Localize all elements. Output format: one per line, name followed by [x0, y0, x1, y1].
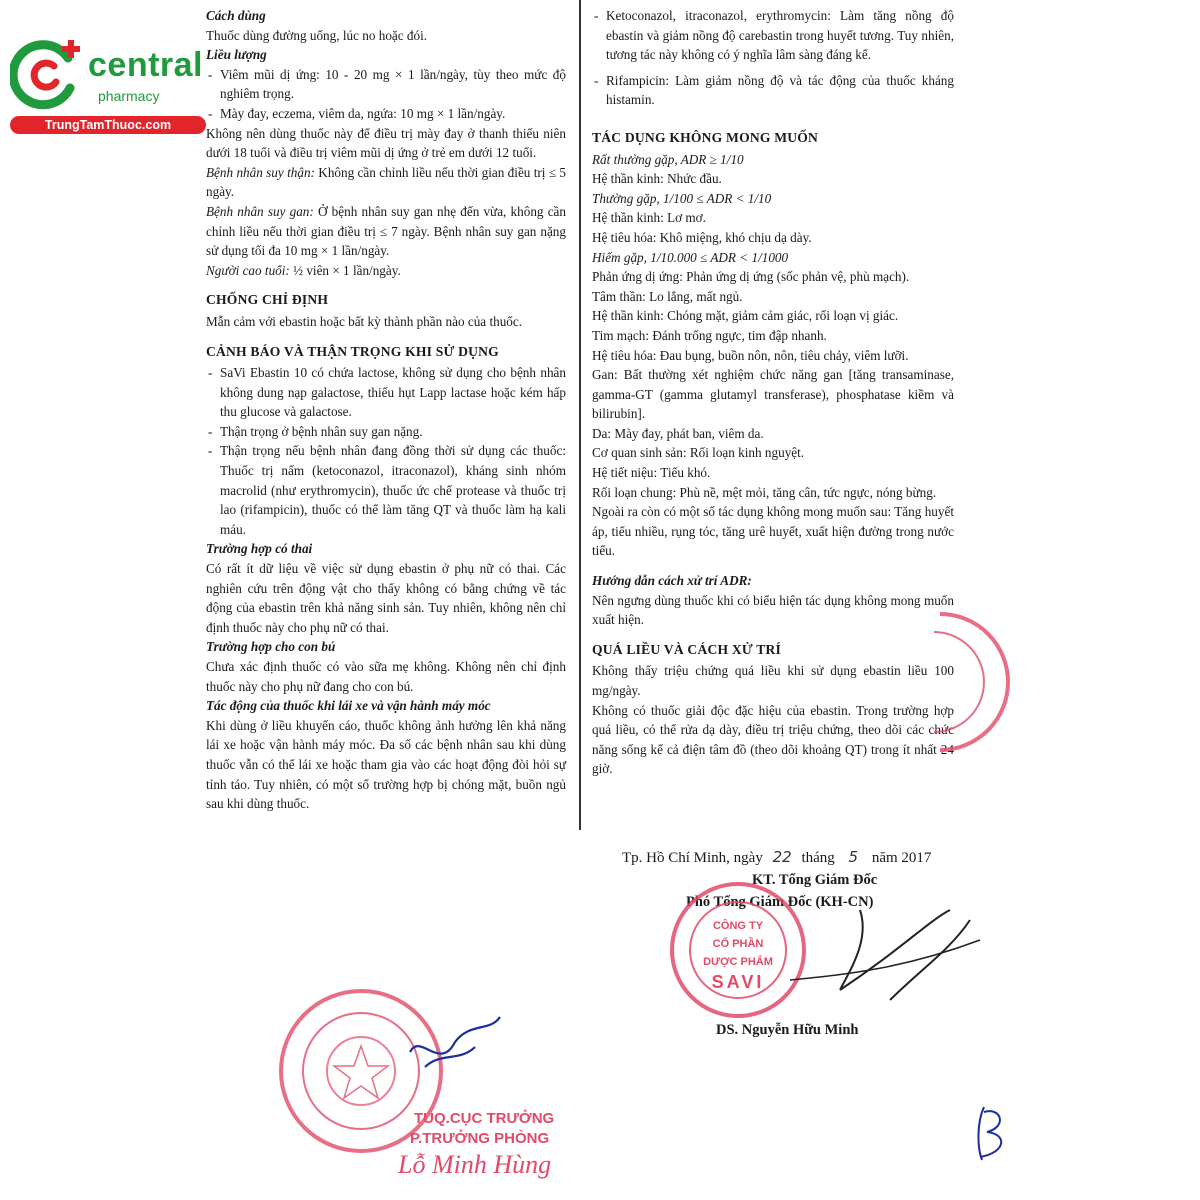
list-item: - Thận trọng ở bệnh nhân suy gan nặng.: [206, 422, 566, 442]
stamp-line-2: CỔ PHẦN: [712, 938, 764, 950]
canh-bao-title: CẢNH BÁO VÀ THẬN TRỌNG KHI SỬ DỤNG: [206, 343, 499, 359]
adr-list: [592, 150, 954, 561]
adr-line: Ngoài ra còn có một số tác dụng không mong muốn sau: Tăng huyết áp, tiểu nhiều, rụng tóc, tăng urê huyết, xuất hiện đường trong nước tiểu.: [592, 504, 954, 559]
cao-tuoi-label: Người cao tuổi:: [206, 262, 290, 278]
date-prefix: Tp. Hồ Chí Minh, ngày: [622, 850, 763, 866]
adr-line: Da: Mày đay, phát ban, viêm da.: [592, 425, 764, 441]
suy-than-label: Bệnh nhân suy thận:: [206, 164, 315, 180]
adr-line: Gan: Bất thường xét nghiệm chức năng gan [tăng transaminase, gamma-GT (gamma glutamyl transferase), phosphatase kiềm và bilirubin].: [592, 367, 954, 422]
ministry-signer-name: Lỗ Minh Hùng: [398, 1150, 552, 1179]
ministry-line-1: TUQ.CỤC TRƯỞNG: [414, 1110, 555, 1127]
cach-dung-title: Cách dùng: [206, 8, 266, 23]
logo-subtitle: pharmacy: [98, 88, 160, 104]
logo-brand: central: [88, 46, 203, 84]
adr-line: Rất thường gặp, ADR ≥ 1/10: [592, 151, 744, 167]
signer-name: DS. Nguyễn Hữu Minh: [716, 1022, 859, 1038]
co-thai-text: Có rất ít dữ liệu về việc sử dụng ebastin ở phụ nữ có thai. Các nghiên cứu trên động vật cho thấy không có bằng chứng về tác động của ebastin trên khả năng sinh sản. Tuy nhiên, không nên chỉ định thuốc này cho phụ nữ có thai.: [206, 561, 566, 635]
suy-than-text: Không cần chỉnh liều nếu thời gian điều trị ≤ 5 ngày.: [206, 164, 567, 200]
suy-gan-paragraph: [206, 202, 566, 261]
interaction-list: [592, 6, 954, 110]
adr-line: Hiếm gặp, 1/10.000 ≤ ADR < 1/1000: [592, 249, 789, 265]
lieu-luong-list: [206, 65, 566, 124]
stamp-line-1: CÔNG TY: [712, 920, 764, 932]
cho-con-bu-title: Trường hợp cho con bú: [206, 639, 336, 655]
list-item: - Rifampicin: Làm giảm nồng độ và tác động của thuốc kháng histamin.: [592, 71, 954, 110]
adr-line: Phản ứng dị ứng: Phản ứng dị ứng (sốc phản vệ, phù mạch).: [592, 269, 910, 285]
cach-dung-text: Thuốc dùng đường uống, lúc no hoặc đói.: [206, 27, 428, 43]
date-month: 5: [848, 848, 859, 866]
chong-chi-dinh-title: CHỐNG CHỈ ĐỊNH: [206, 292, 329, 308]
adr-line: Tâm thần: Lo lắng, mất ngủ.: [592, 288, 743, 304]
date-line: [622, 848, 931, 867]
adr-line: Hệ tiêu hóa: Khô miệng, khó chịu dạ dày.: [592, 229, 812, 245]
adr-line: Cơ quan sinh sản: Rối loạn kinh nguyệt.: [592, 445, 805, 461]
lai-xe-title: Tác động của thuốc khi lái xe và vận hành máy móc: [206, 698, 491, 714]
logo-url[interactable]: TrungTamThuoc.com: [10, 116, 206, 134]
signer-title-1: KT. Tổng Giám Đốc: [752, 872, 878, 888]
logo-mark-icon: [10, 36, 90, 112]
overdose-text-1: Không thấy triệu chứng quá liều khi sử dụng ebastin liều 100 mg/ngày.: [592, 663, 954, 698]
adr-line: Tim mạch: Đánh trống ngực, tim đập nhanh.: [592, 327, 827, 343]
co-thai-title: Trường hợp có thai: [206, 541, 313, 557]
suy-than-paragraph: [206, 163, 566, 202]
stamp-fragment-icon: [930, 612, 1010, 752]
list-item: - Mày đay, eczema, viêm da, ngứa: 10 mg × 1 lần/ngày.: [206, 104, 566, 124]
date-year-label: năm: [871, 850, 898, 866]
suy-gan-label: Bệnh nhân suy gan:: [206, 203, 314, 219]
stamp-line-3: DƯỢC PHẨM: [703, 956, 773, 968]
list-item: - Ketoconazol, itraconazol, erythromycin: Làm tăng nồng độ ebastin và giảm nồng độ carebastin trong huyết tương. Tuy nhiên, tương tác này không có ý nghĩa lâm sàng đáng kể.: [592, 6, 954, 65]
date-year: 2017: [901, 850, 932, 866]
adr-line: Hệ thần kinh: Nhức đầu.: [592, 171, 722, 187]
initial-mark-icon: [972, 1102, 1012, 1162]
right-column: [592, 6, 954, 779]
signer-title-2: Phó Tổng Giám Đốc (KH-CN): [686, 894, 874, 910]
list-item: - Thận trọng nếu bệnh nhân đang đồng thời sử dụng các thuốc: Thuốc trị nấm (ketoconazol, itraconazol), kháng sinh nhóm macrolid (như erythromycin), thuốc ức chế protease và thuốc trị lao (rifampicin), thuốc có thể làm tăng QT và thuốc làm hạ kali máu.: [206, 441, 566, 539]
left-column: [206, 6, 566, 814]
adr-line: Hệ thần kinh: Chóng mặt, giảm cảm giác, rối loạn vị giác.: [592, 308, 899, 324]
cao-tuoi-paragraph: [206, 261, 566, 281]
adr-line: Hệ thần kinh: Lơ mơ.: [592, 210, 706, 226]
ministry-line-2: P.TRƯỞNG PHÒNG: [410, 1130, 550, 1147]
column-divider: [579, 0, 581, 830]
adr-title: TÁC DỤNG KHÔNG MONG MUỐN: [592, 129, 819, 145]
adr-line: Hệ tiêu hóa: Đau bụng, buồn nôn, nôn, tiêu chảy, viêm lưỡi.: [592, 347, 909, 363]
chong-chi-dinh-text: Mẫn cảm với ebastin hoặc bất kỳ thành phần nào của thuốc.: [206, 313, 523, 329]
adr-line: Hệ tiết niệu: Tiểu khó.: [592, 465, 711, 481]
stamp-line-4: SAVI: [711, 972, 765, 992]
overdose-text-2: Không có thuốc giải độc đặc hiệu của ebastin. Trong trường hợp quá liều, có thể rửa dạ dày, điều trị triệu chứng, theo dõi các chức năng sống kể cả điện tâm đồ (theo dõi khoảng QT) trong ít nhất 24 giờ.: [592, 702, 954, 777]
lieu-luong-title: Liều lượng: [206, 47, 267, 63]
central-pharmacy-logo: [10, 36, 210, 140]
khong-nen-text: Không nên dùng thuốc này để điều trị mày đay ở thanh thiếu niên dưới 18 tuổi và điều trị viêm mũi dị ứng ở trẻ em dưới 12 tuổi.: [206, 125, 566, 161]
date-day: 22: [772, 848, 792, 866]
date-month-label: tháng: [801, 850, 835, 866]
adr-line: Rối loạn chung: Phù nề, mệt mỏi, tăng cân, tức ngực, nóng bừng.: [592, 484, 937, 500]
side-stamp: [930, 612, 1010, 752]
lai-xe-text: Khi dùng ở liều khuyến cáo, thuốc không ảnh hưởng lên khả năng lái xe hoặc vận hành máy móc. Đa số các bệnh nhân sau khi dùng thuốc vẫn có thể lái xe hoặc tham gia vào các hoạt động đòi hỏi sự tỉnh táo. Tuy nhiên, có một số trường hợp bị chóng mặt, buồn ngủ sau khi dùng thuốc.: [206, 717, 566, 812]
list-item: - SaVi Ebastin 10 có chứa lactose, không sử dụng cho bệnh nhân không dung nạp galactose, thiếu hụt Lapp lactase hoặc kém hấp thu glucose và galactose.: [206, 363, 566, 422]
adr-guide-title: Hướng dẫn cách xử trí ADR:: [592, 573, 752, 589]
ministry-signature-icon: [400, 1012, 510, 1082]
adr-guide-text: Nên ngưng dùng thuốc khi có biểu hiện tác dụng không mong muốn xuất hiện.: [592, 592, 954, 628]
suy-gan-text: Ở bệnh nhân suy gan nhẹ đến vừa, không cần chỉnh liều nếu thời gian điều trị ≤ 7 ngày. Bệnh nhân suy gan nặng sử dụng tối đa 10 mg × 1 lần/ngày.: [206, 203, 566, 259]
cao-tuoi-text: ½ viên × 1 lần/ngày.: [289, 262, 401, 278]
adr-line: Thường gặp, 1/100 ≤ ADR < 1/10: [592, 190, 772, 206]
list-item: - Viêm mũi dị ứng: 10 - 20 mg × 1 lần/ngày, tùy theo mức độ nghiêm trọng.: [206, 65, 566, 104]
director-signature-icon: [780, 880, 1010, 1040]
overdose-title: QUÁ LIỀU VÀ CÁCH XỬ TRÍ: [592, 641, 782, 657]
cho-con-bu-text: Chưa xác định thuốc có vào sữa mẹ không. Không nên chỉ định thuốc này cho phụ nữ đang cho con bú.: [206, 659, 566, 694]
canh-bao-list: [206, 363, 566, 539]
